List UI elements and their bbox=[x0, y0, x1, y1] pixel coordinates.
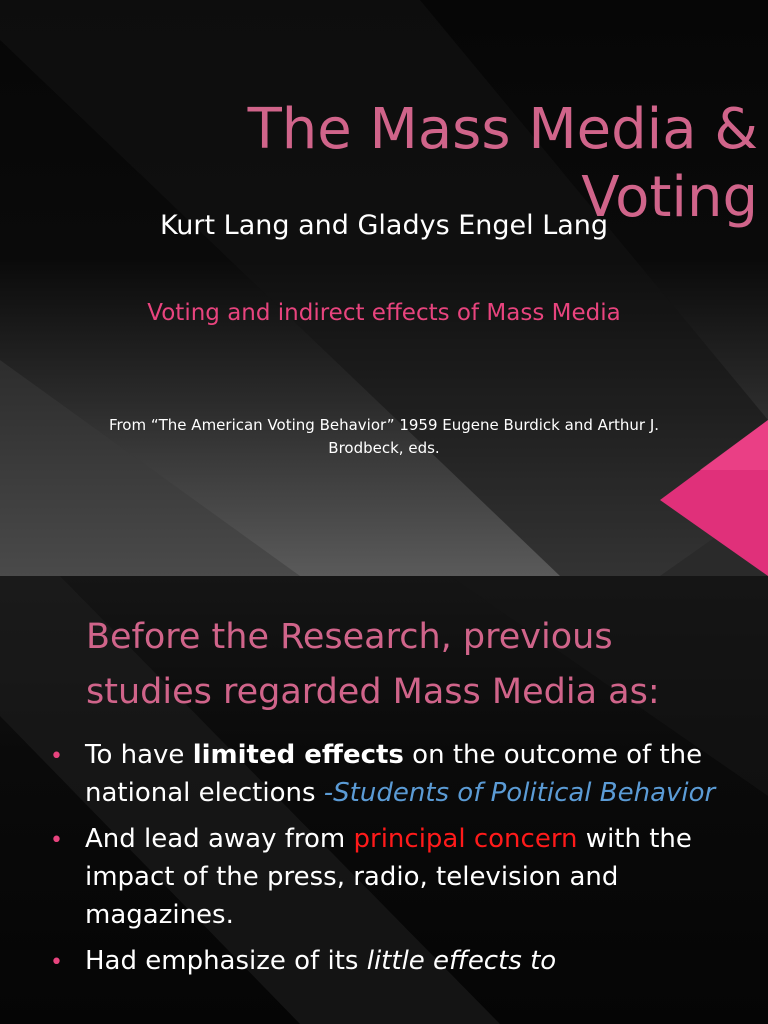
highlight-principal-concern: principal concern bbox=[353, 824, 578, 854]
bullet-item: • And lead away from principal concern with the impact of the press, radio, television and magazines. bbox=[50, 824, 692, 930]
source-line-2: Brodbeck, eds. bbox=[328, 439, 440, 457]
source-citation bbox=[40, 414, 728, 460]
emphasis-limited-effects: limited effects bbox=[192, 740, 404, 770]
content-slide bbox=[0, 576, 768, 1024]
bullet-icon: • bbox=[50, 950, 63, 975]
attribution-text: -Students of Political Behavior bbox=[323, 778, 716, 808]
bullet-item: • Had emphasize of its little effects to bbox=[48, 942, 748, 980]
source-line-1: From “The American Voting Behavior” 1959 Eugene Burdick and Arthur J. bbox=[108, 416, 660, 434]
slide-tagline: Voting and indirect effects of Mass Media bbox=[147, 300, 621, 326]
bullet-icon: • bbox=[50, 828, 63, 853]
slide-title: The Mass Media & Voting bbox=[247, 97, 758, 230]
bullet-list bbox=[48, 736, 748, 988]
bullet-icon: • bbox=[50, 744, 63, 769]
italic-little-effects: little effects to bbox=[366, 946, 557, 976]
bullet-item: • To have limited effects on the outcome of the national elections -Students of Political Behavior bbox=[50, 740, 716, 808]
slide-title: Before the Research, previous studies regarded Mass Media as: bbox=[86, 617, 660, 712]
slide-subtitle-authors: Kurt Lang and Gladys Engel Lang bbox=[159, 210, 609, 241]
